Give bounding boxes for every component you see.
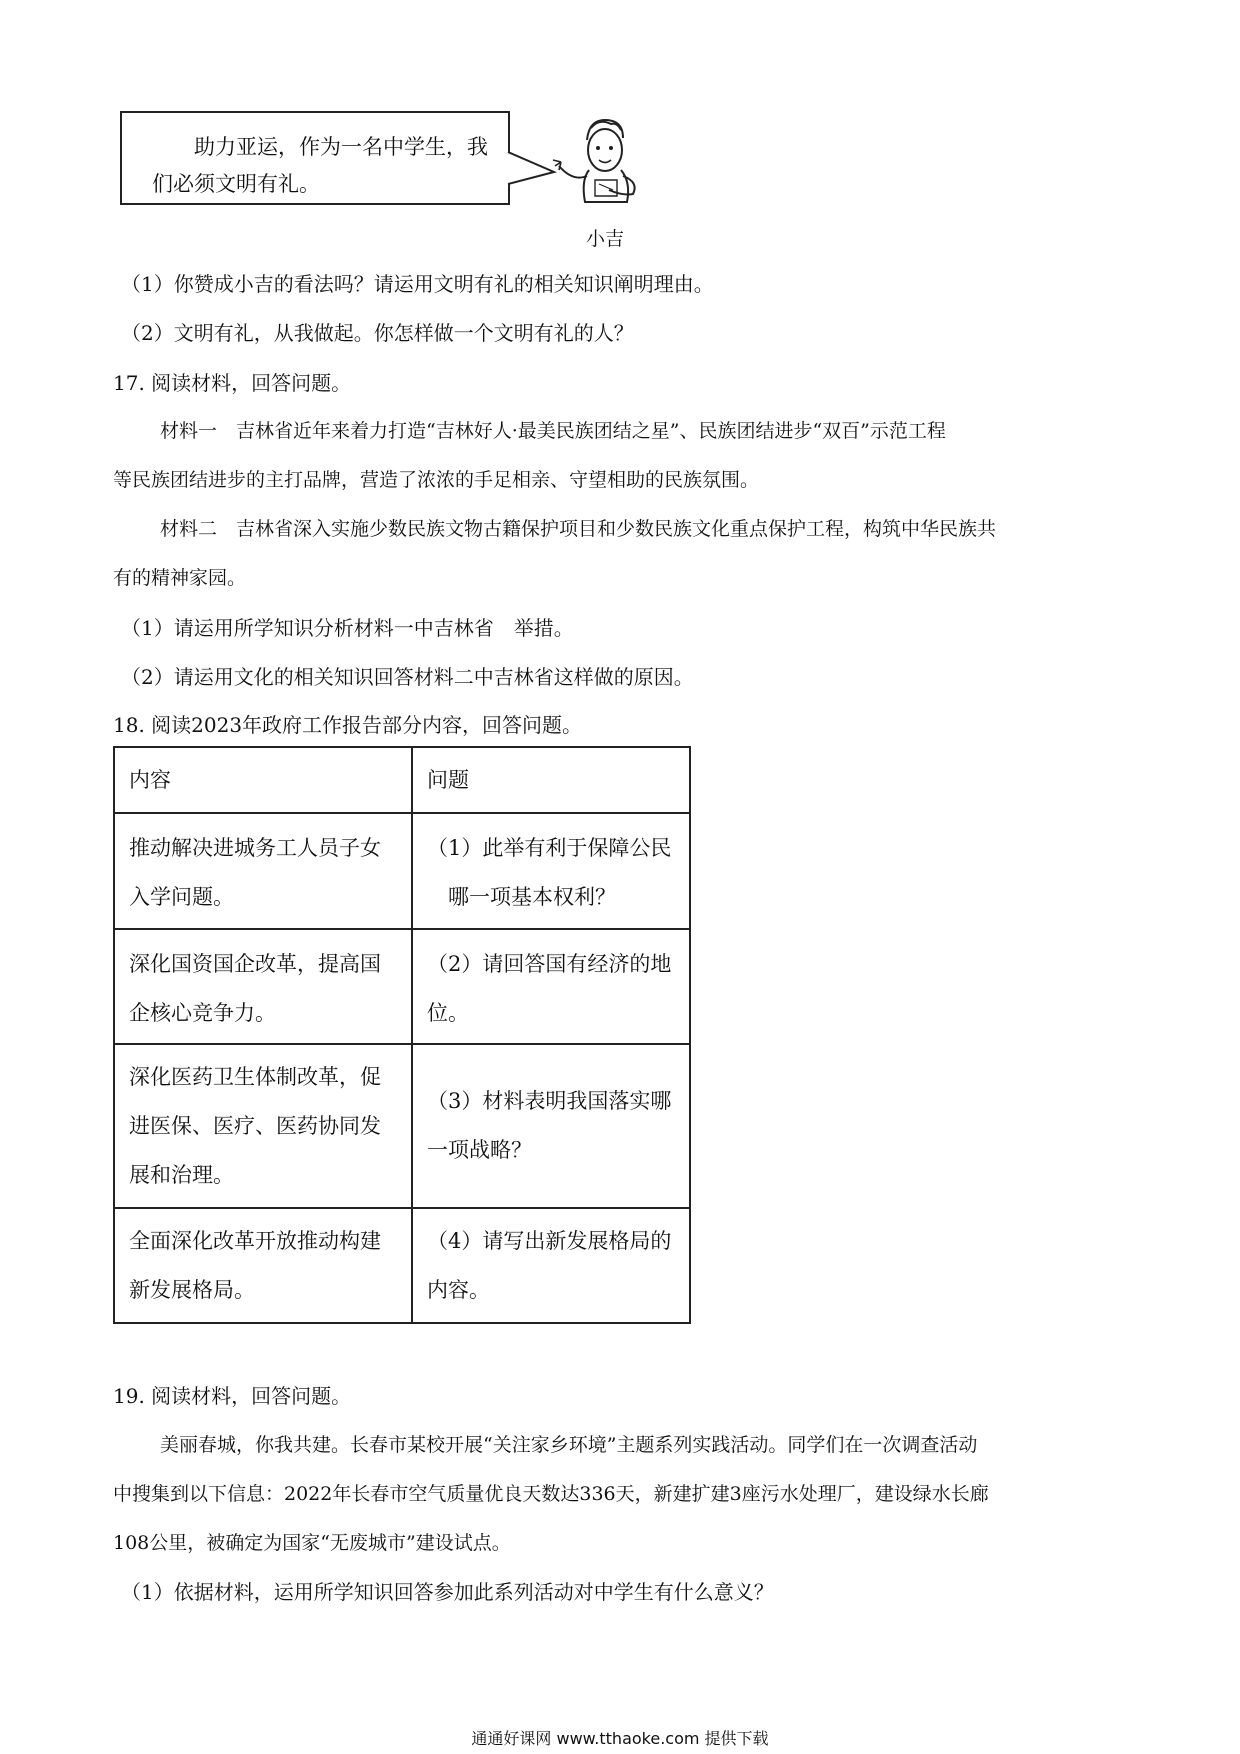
- q17-material1-line1: 材料一 吉林省近年来着力打造“吉林好人·最美民族团结之星”、民族团结进步“双百”示范工程: [160, 420, 946, 442]
- q19-heading: 19. 阅读材料，回答问题。: [113, 1384, 352, 1408]
- q17-material2-line1: 材料二 吉林省深入实施少数民族文物古籍保护项目和少数民族文化重点保护工程，构筑中华民族共: [160, 518, 997, 540]
- q19-paragraph-line3: 108公里，被确定为国家“无废城市”建设试点。: [113, 1532, 511, 1554]
- q17-heading: 17. 阅读材料，回答问题。: [113, 371, 352, 395]
- q16-sub2: （2）文明有礼，从我做起。你怎样做一个文明有礼的人？: [121, 321, 634, 345]
- q19-paragraph-line1: 美丽春城，你我共建。长春市某校开展“关注家乡环境”主题系列实践活动。同学们在一次调查活动: [160, 1434, 978, 1456]
- page-footer: 通通好课网 www.tthaoke.com 提供下载: [471, 1729, 769, 1748]
- speech-bubble: [120, 111, 510, 205]
- student-figure-icon: [553, 110, 653, 230]
- q16-sub1: （1）你赞成小吉的看法吗？请运用文明有礼的相关知识阐明理由。: [121, 272, 714, 296]
- q17-material2-line2: 有的精神家园。: [113, 567, 247, 589]
- table-header-row: [114, 747, 690, 813]
- q17-material1-line2: 等民族团结进步的主打品牌，营造了浓浓的手足相亲、守望相助的民族氛围。: [113, 469, 760, 491]
- report-table: [113, 746, 691, 1324]
- q19-sub1: （1）依据材料，运用所学知识回答参加此系列活动对中学生有什么意义？: [121, 1580, 774, 1604]
- speech-line-2: 们必须文明有礼。: [152, 172, 320, 196]
- q17-sub2: （2）请运用文化的相关知识回答材料二中吉林省这样做的原因。: [121, 665, 694, 689]
- table-row: 深化医药卫生体制改革，促 进医保、医疗、医药协同发 展和治理。 （3）材料表明我国落实哪 一项战略？: [114, 1044, 690, 1208]
- speech-bubble-text: [152, 129, 492, 203]
- table-row: 深化国资国企改革，提高国 企核心竞争力。 （2）请回答国有经济的地 位。: [114, 929, 690, 1044]
- q19-paragraph-line2: 中搜集到以下信息：2022年长春市空气质量优良天数达336天，新建扩建3座污水处理厂，建设绿水长廊: [113, 1483, 989, 1505]
- speech-bubble-tail: [508, 150, 558, 190]
- table-row: 推动解决进城务工人员子女 入学问题。 （1）此举有利于保障公民 哪一项基本权利？: [114, 813, 690, 928]
- figure-caption: 小吉: [586, 228, 625, 250]
- speech-line-1: 助力亚运，作为一名中学生，我: [194, 135, 488, 159]
- table-header-cell: 内容: [114, 747, 412, 813]
- q17-sub1: （1）请运用所学知识分析材料一中吉林省 举措。: [121, 616, 574, 640]
- table-header-cell: 问题: [412, 747, 690, 813]
- table-row: 全面深化改革开放推动构建 新发展格局。 （4）请写出新发展格局的 内容。: [114, 1208, 690, 1323]
- q18-heading: 18. 阅读2023年政府工作报告部分内容，回答问题。: [113, 713, 583, 737]
